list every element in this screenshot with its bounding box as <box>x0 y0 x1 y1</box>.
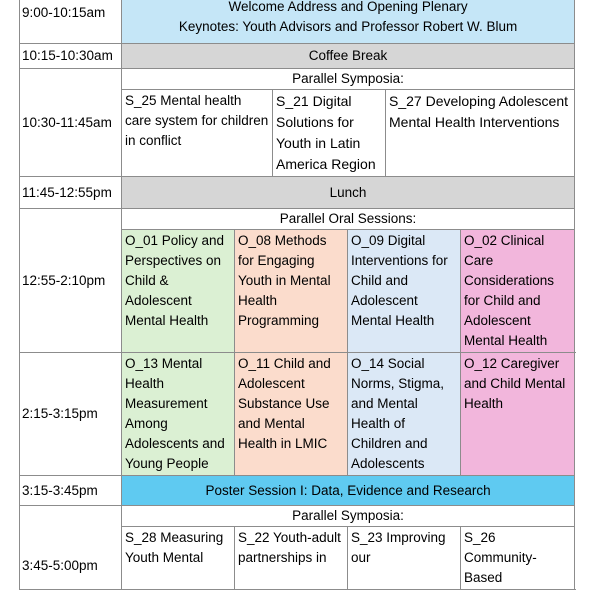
symposia-header <box>122 506 575 527</box>
time-label: 10:30-11:45am <box>22 114 112 130</box>
session-cell <box>461 353 575 476</box>
row-poster <box>20 476 575 506</box>
opening-title: Welcome Address and Opening Plenary <box>228 0 468 14</box>
row-symposia-2-header <box>20 506 575 527</box>
session-cell <box>461 527 575 590</box>
session-title: S_23 Improving our <box>351 530 446 565</box>
row-oral-header <box>20 209 575 230</box>
time-label: 9:00-10:15am <box>22 5 106 20</box>
schedule-table <box>19 0 575 590</box>
session-title: O_13 Mental Health Measurement Among Adolescents and Young People <box>125 356 225 471</box>
row-oral-2 <box>20 353 575 476</box>
session-cell <box>348 353 461 476</box>
time-cell <box>20 353 122 476</box>
poster-session-cell <box>122 476 575 506</box>
session-cell <box>348 527 461 590</box>
oral-sessions-header <box>122 209 575 230</box>
row-opening <box>20 0 575 44</box>
session-title: O_12 Caregiver and Child Mental Health <box>464 356 566 411</box>
time-label: 3:15-3:45pm <box>22 482 98 498</box>
session-cell <box>461 230 575 353</box>
time-label: 10:15-10:30am <box>22 48 113 63</box>
lunch-label: Lunch <box>329 184 367 200</box>
session-title: S_27 Developing Adolescent Mental Health Interventions <box>389 93 569 130</box>
coffee-break-cell <box>122 44 575 69</box>
session-cell <box>122 527 235 590</box>
session-title: O_01 Policy and Perspectives on Child & Adolescent Mental Health <box>125 233 225 328</box>
symposia-header-label: Parallel Symposia: <box>292 508 404 523</box>
time-cell <box>20 44 122 69</box>
time-label: 12:55-2:10pm <box>22 272 106 288</box>
session-cell <box>122 353 235 476</box>
session-cell <box>348 230 461 353</box>
session-cell <box>122 90 273 177</box>
time-label: 11:45-12:55pm <box>22 184 112 200</box>
coffee-break-label: Coffee Break <box>308 48 388 63</box>
time-cell <box>20 209 122 353</box>
session-title: O_14 Social Norms, Stigma, and Mental Health of Children and Adolescents <box>351 356 445 471</box>
session-cell <box>122 230 235 353</box>
session-cell <box>235 230 348 353</box>
time-cell <box>20 177 122 209</box>
session-title: O_08 Methods for Engaging Youth in Mental Health Programming <box>238 233 331 328</box>
session-title: S_28 Measuring Youth Mental <box>125 530 224 565</box>
session-title: O_02 Clinical Care Considerations for Child and Adolescent Mental Health <box>464 233 555 348</box>
session-cell <box>235 353 348 476</box>
session-cell <box>235 527 348 590</box>
poster-session-label: Poster Session I: Data, Evidence and Research <box>205 482 491 498</box>
session-title: O_09 Digital Interventions for Child and Adolescent Mental Health <box>351 233 448 328</box>
row-lunch <box>20 177 575 209</box>
session-cell <box>273 90 386 177</box>
session-title: S_25 Mental health care system for children in conflict <box>125 93 269 148</box>
row-symposia-1-header <box>20 69 575 90</box>
session-title: S_21 Digital Solutions for Youth in Latin America Region <box>276 93 376 172</box>
time-cell <box>20 0 122 44</box>
symposia-header-label: Parallel Symposia: <box>292 71 404 86</box>
session-title: S_22 Youth-adult partnerships in <box>238 530 341 565</box>
opening-keynotes: Keynotes: Youth Advisors and Professor Robert W. Blum <box>178 18 518 34</box>
lunch-cell <box>122 177 575 209</box>
row-coffee <box>20 44 575 69</box>
opening-plenary-cell <box>122 0 575 44</box>
session-title: S_26 Community-Based <box>464 530 537 585</box>
symposia-header <box>122 69 575 90</box>
session-cell <box>386 90 575 177</box>
time-label: 2:15-3:15pm <box>22 406 98 421</box>
time-label: 3:45-5:00pm <box>22 558 98 573</box>
oral-sessions-header-label: Parallel Oral Sessions: <box>279 211 417 226</box>
time-cell <box>20 476 122 506</box>
time-cell <box>20 69 122 177</box>
time-cell <box>20 506 122 590</box>
session-title: O_11 Child and Adolescent Substance Use and Mental Health in LMIC <box>238 356 331 451</box>
